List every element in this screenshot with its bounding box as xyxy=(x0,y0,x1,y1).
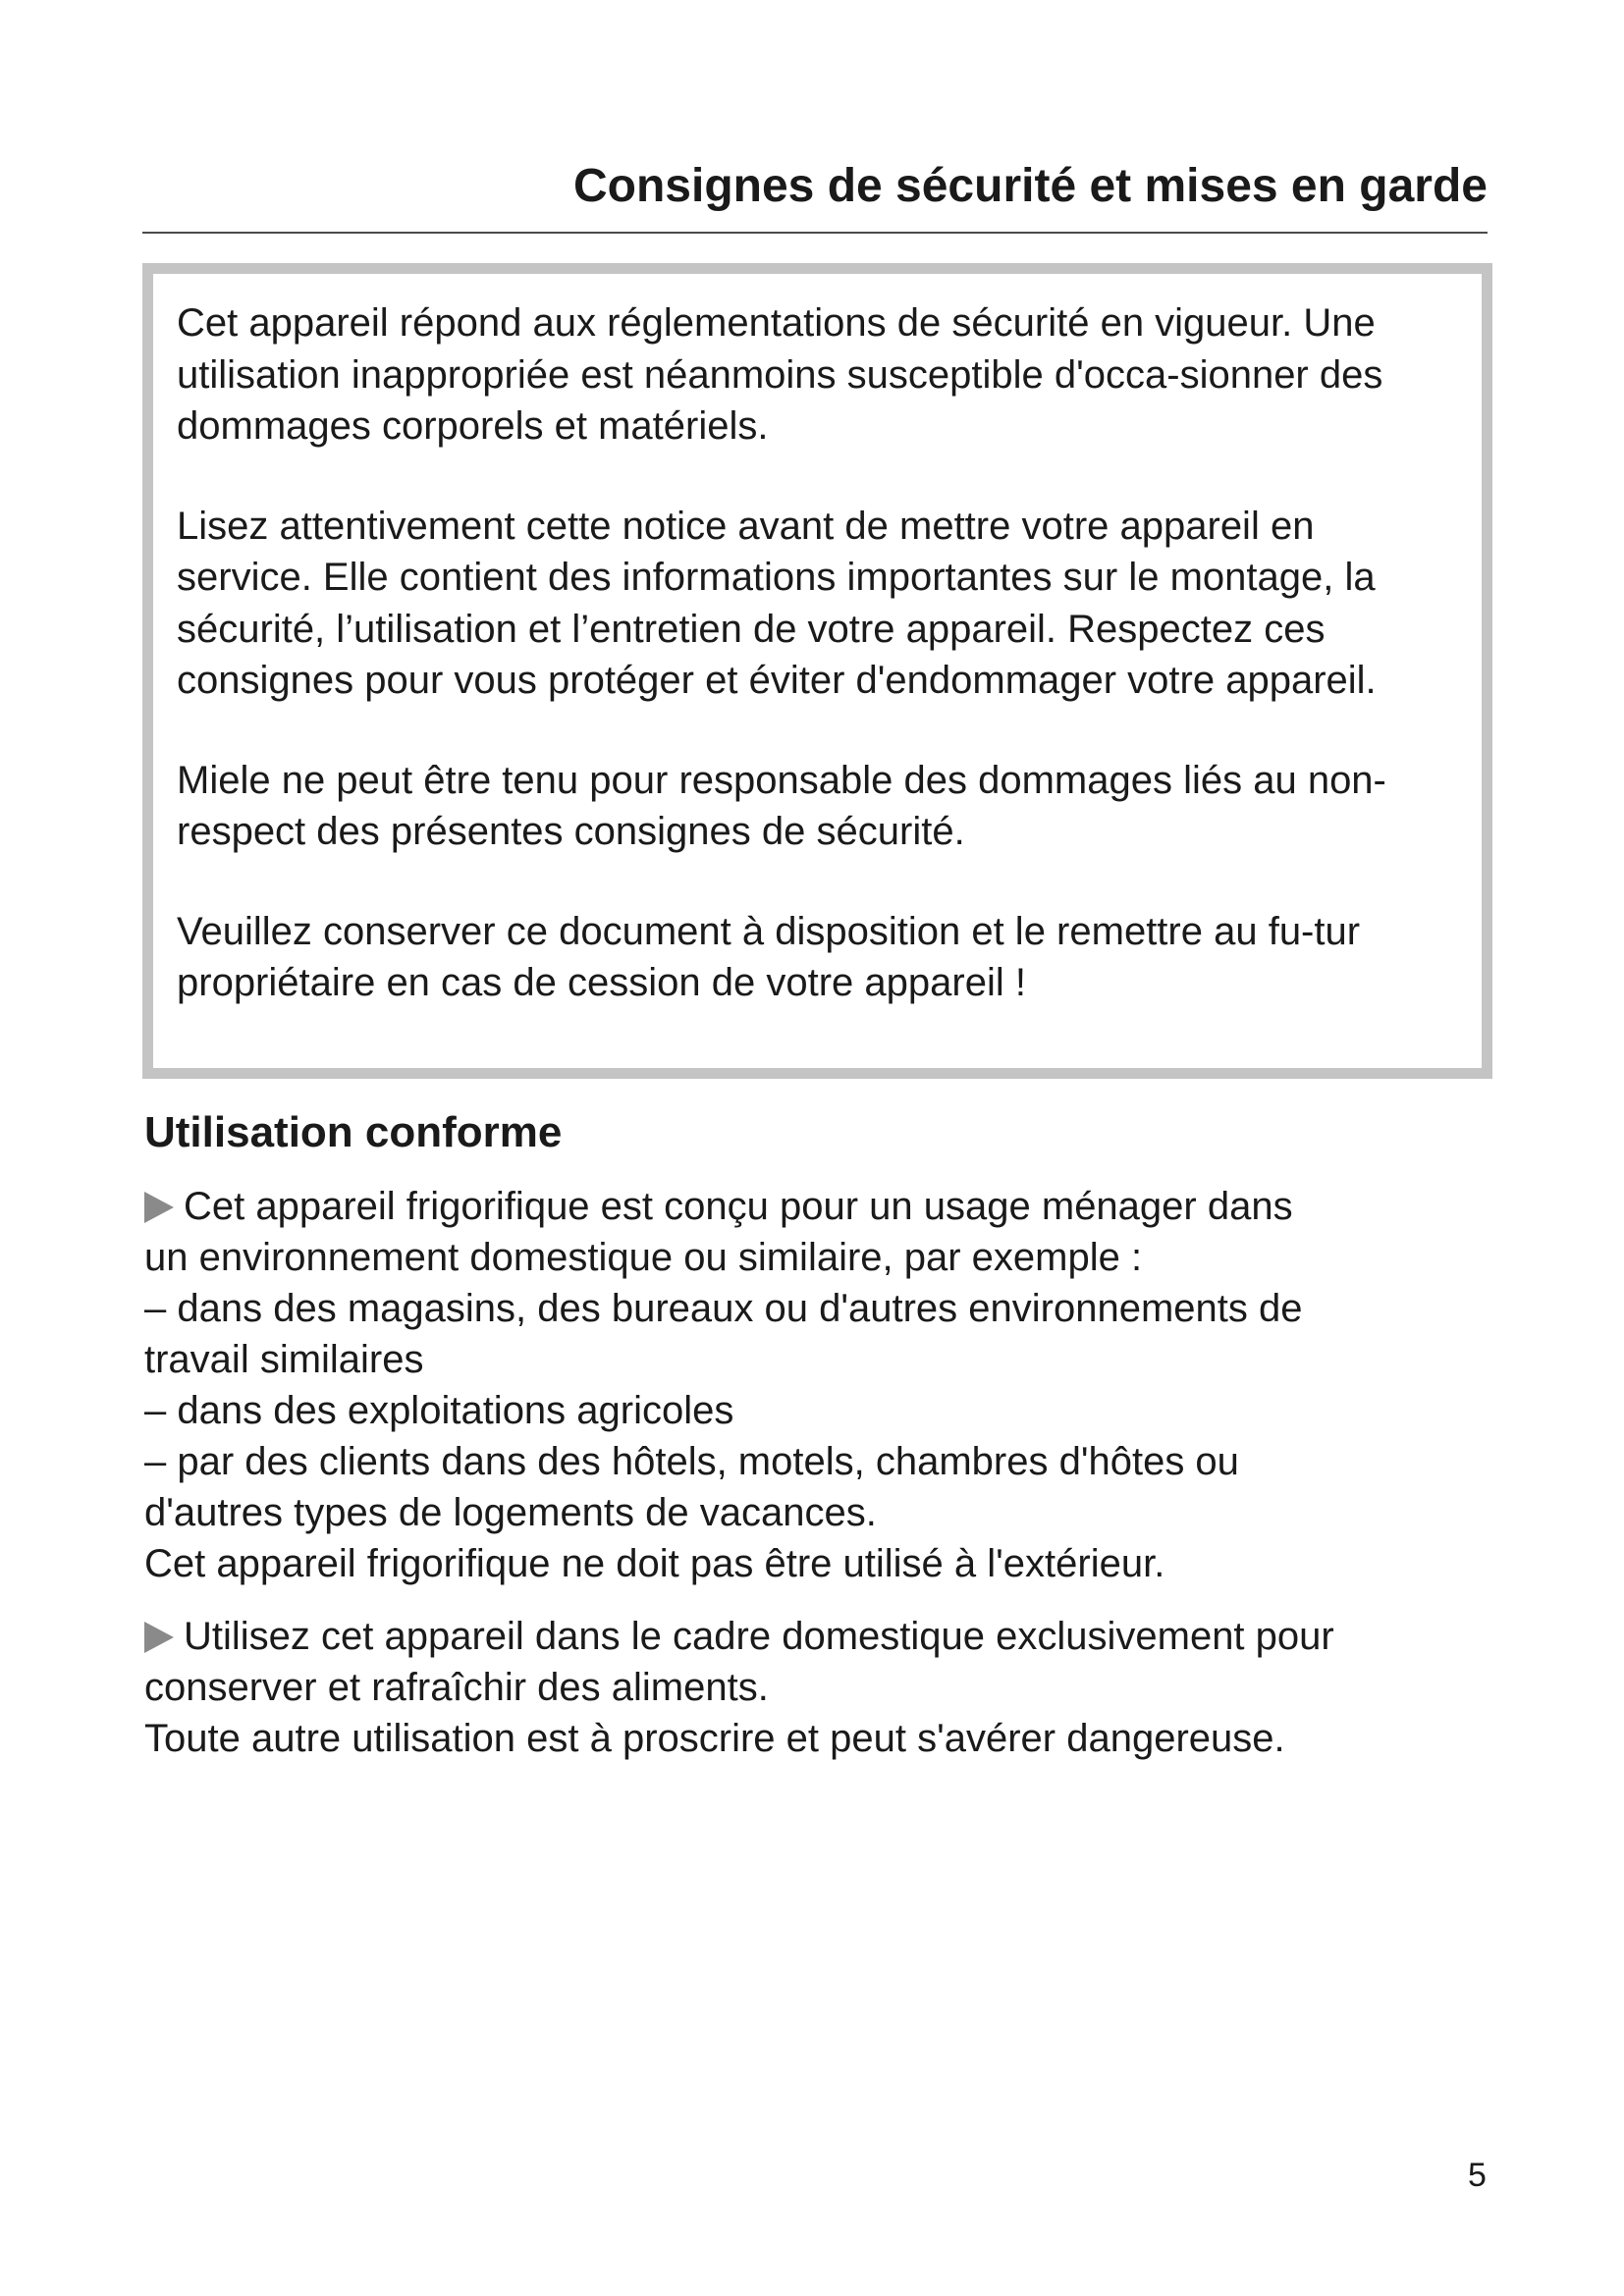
text-line: – par des clients dans des hôtels, motels, chambres d'hôtes ou xyxy=(144,1440,1239,1483)
section-heading: Utilisation conforme xyxy=(144,1108,563,1156)
notice-paragraph: Lisez attentivement cette notice avant de mettre votre appareil en service. Elle contient des informations importantes sur le montage, la sécurité, l’utilisation et l’entretien de votre appareil. Respectez ces consignes pour vous protéger et éviter d'endommager votre appareil. xyxy=(177,504,1377,702)
text-line: Toute autre utilisation est à proscrire et peut s'avérer dangereuse. xyxy=(144,1717,1285,1760)
page-number: 5 xyxy=(1468,2157,1487,2194)
text-line: travail similaires xyxy=(144,1338,424,1381)
notice-paragraph: Veuillez conserver ce document à disposition et le remettre au fu-tur propriétaire en cas de cession de votre appareil ! xyxy=(177,909,1361,1004)
bullet-first-line: Cet appareil frigorifique est conçu pour un usage ménager dans xyxy=(184,1185,1293,1228)
text-line: – dans des exploitations agricoles xyxy=(144,1389,734,1432)
triangle-arrow-icon xyxy=(144,1622,174,1653)
safety-notice-box xyxy=(142,263,1492,1079)
section-body xyxy=(144,1181,1499,1786)
text-line: – dans des magasins, des bureaux ou d'autres environnements de xyxy=(144,1287,1303,1330)
page-header xyxy=(142,157,1488,234)
bullet-first-line: Utilisez cet appareil dans le cadre domestique exclusivement pour xyxy=(184,1615,1334,1658)
text-line xyxy=(144,1611,1499,1662)
bullet-item xyxy=(144,1181,1499,1589)
text-line: Cet appareil frigorifique ne doit pas être utilisé à l'extérieur. xyxy=(144,1542,1165,1585)
page-title: Consignes de sécurité et mises en garde xyxy=(572,160,1488,212)
notice-paragraph: Miele ne peut être tenu pour responsable des dommages liés au non-respect des présentes consignes de sécurité. xyxy=(177,758,1386,853)
notice-paragraph: Cet appareil répond aux réglementations de sécurité en vigueur. Une utilisation inappropriée est néanmoins susceptible d'occa-sionner des dommages corporels et matériels. xyxy=(177,301,1383,448)
text-line xyxy=(144,1181,1499,1232)
text-line: un environnement domestique ou similaire, par exemple : xyxy=(144,1236,1143,1279)
triangle-arrow-icon xyxy=(144,1192,174,1223)
bullet-item xyxy=(144,1611,1499,1764)
text-line: d'autres types de logements de vacances. xyxy=(144,1491,877,1534)
text-line: conserver et rafraîchir des aliments. xyxy=(144,1666,769,1709)
